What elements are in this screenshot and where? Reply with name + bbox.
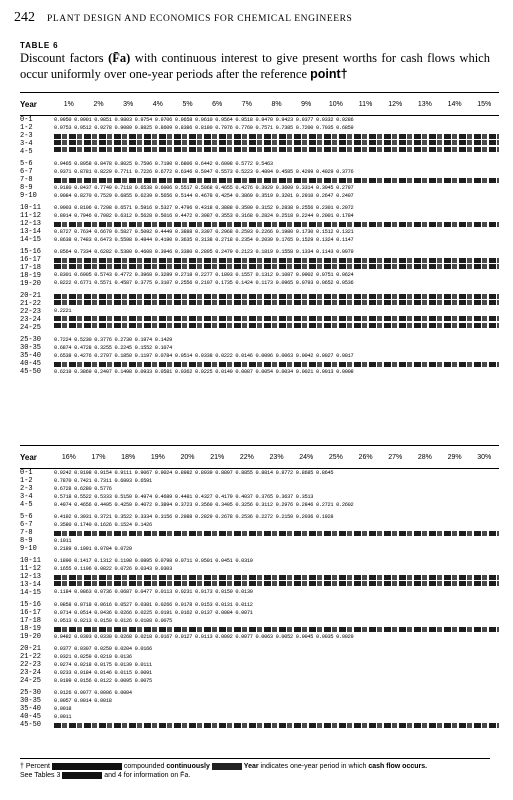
year-cell: 1-2 — [20, 124, 33, 132]
year-cell: 6-7 — [20, 168, 33, 176]
footnote-text: Year — [243, 763, 259, 770]
illegible-row — [54, 323, 499, 328]
table-row: 0.7224 0.5230 0.3776 0.2730 0.1974 0.1429 — [54, 337, 173, 343]
rate-column-header: 25% — [328, 453, 343, 461]
illegible-row — [54, 723, 499, 728]
table-row: 0.2189 0.1991 0.0784 0.0720 — [54, 546, 132, 552]
caption-text-2: with continuous interest to give present worths for cash flows which occur uniformly over one-year periods after the reference — [20, 51, 490, 81]
table-row: 0.3580 0.1740 0.1626 0.1524 0.1426 — [54, 522, 152, 528]
rate-column-header: 26% — [358, 453, 373, 461]
table-body — [20, 116, 499, 380]
table-row: 0.9242 0.9198 0.9154 0.9111 0.9067 0.9024 0.8982 0.8939 0.8897 0.8855 0.8814 0.8772 0.8685 0.8645 — [54, 470, 334, 476]
year-cell: 30-35 — [20, 697, 42, 705]
smudge — [52, 763, 122, 770]
table-row: 0.9084 0.8270 0.7529 0.6855 0.6239 0.5656 0.5144 0.4678 0.4254 0.3869 0.3519 0.3201 0.2910 0.2647 0.2407 — [54, 193, 354, 199]
rate-column-header: 6% — [212, 100, 223, 108]
year-cell: 23-24 — [20, 669, 42, 677]
year-cell: 20-21 — [20, 645, 42, 653]
values-column — [54, 204, 499, 244]
rate-column-header: 3% — [123, 100, 134, 108]
year-column — [20, 292, 54, 332]
year-column — [20, 601, 54, 641]
illegible-row — [54, 362, 499, 367]
rate-column-header: 2% — [93, 100, 104, 108]
values-column — [54, 160, 499, 200]
rate-column-header: 19% — [150, 453, 165, 461]
table-header-row — [20, 93, 499, 116]
year-cell: 23-24 — [20, 316, 42, 324]
illegible-row — [54, 264, 499, 269]
year-cell: 19-20 — [20, 633, 42, 641]
caption-symbol: (F̄a) — [108, 51, 131, 65]
table-row: 0.1890 0.1417 0.1312 0.1198 0.0895 0.0798 0.0711 0.0501 0.0451 0.0319 — [54, 558, 253, 564]
table-row: 0.5718 0.5522 0.5333 0.5150 0.4974 0.4689 0.4481 0.4327 0.4179 0.4037 0.3765 0.3637 0.3513 — [54, 494, 314, 500]
year-cell: 40-45 — [20, 713, 42, 721]
row-group — [20, 601, 499, 641]
footnote-text: 4 — [117, 772, 122, 779]
illegible-row — [54, 627, 499, 632]
footnote-line-2 — [20, 771, 490, 780]
table-row: 0.0513 0.0213 0.0150 0.0126 0.0108 0.0075 — [54, 618, 173, 624]
illegible-row — [54, 294, 499, 299]
footnote-text: indicates one-year period — [260, 763, 340, 770]
year-cell: 14-15 — [20, 236, 42, 244]
table-row: 0.9180 0.8437 0.7749 0.7118 0.6538 0.6006 0.5517 0.5068 0.4655 0.4276 0.3929 0.3609 0.3314 0.3045 0.2797 — [54, 185, 354, 191]
year-column — [20, 689, 54, 729]
row-group — [20, 645, 499, 685]
footnote-text: † Percent — [20, 763, 50, 770]
discount-table-bottom — [20, 445, 499, 733]
rate-column-header: 7% — [241, 100, 252, 108]
year-cell: 15-16 — [20, 248, 42, 256]
rate-column-header: 9% — [301, 100, 312, 108]
year-cell: 16-17 — [20, 609, 42, 617]
year-cell: 3-4 — [20, 140, 33, 148]
year-cell: 22-23 — [20, 661, 42, 669]
year-cell: 17-18 — [20, 617, 42, 625]
table-row: 0.0321 0.0259 0.0210 0.0136 — [54, 654, 132, 660]
illegible-row — [54, 178, 499, 183]
rate-column-header: 15% — [477, 100, 492, 108]
table-label: TABLE 6 — [20, 41, 59, 50]
rate-column-header: 24% — [299, 453, 314, 461]
smudge — [212, 763, 242, 770]
year-cell: 2-3 — [20, 485, 33, 493]
values-column — [54, 248, 499, 288]
table-row: 0.9465 0.8958 0.8478 0.8025 0.7596 0.7190 0.6806 0.6442 0.6098 0.5772 0.5463 — [54, 161, 273, 167]
row-group — [20, 336, 499, 376]
rate-column-header: 5% — [182, 100, 193, 108]
rate-column-header: 16% — [61, 453, 76, 461]
row-group — [20, 469, 499, 509]
year-cell: 0-1 — [20, 469, 33, 477]
year-cell: 25-30 — [20, 336, 42, 344]
rate-column-header: 18% — [121, 453, 136, 461]
table-row: 0.8914 0.7946 0.7082 0.6312 0.5628 0.5016 0.4472 0.3987 0.3553 0.3168 0.2824 0.2518 0.2244 0.2001 0.1784 — [54, 213, 354, 219]
table-row: 0.1655 0.1196 0.0822 0.0726 0.0343 0.0303 — [54, 566, 173, 572]
smudge — [62, 772, 102, 779]
year-cell: 21-22 — [20, 300, 42, 308]
table-row: 0.6538 0.4276 0.2797 0.1850 0.1197 0.0784 0.0514 0.0338 0.0222 0.0146 0.0096 0.0063 0.0042 0.0027 0.0017 — [54, 353, 354, 359]
footnote-text: continuously — [166, 763, 210, 770]
row-group — [20, 557, 499, 597]
year-cell: 15-16 — [20, 601, 42, 609]
year-column — [20, 160, 54, 200]
year-cell: 24-25 — [20, 324, 42, 332]
year-column — [20, 557, 54, 597]
illegible-row — [54, 222, 499, 227]
table-row: 0.2221 — [54, 307, 72, 314]
year-cell: 45-50 — [20, 721, 42, 729]
year-column-header: Year — [20, 452, 37, 462]
values-column — [54, 513, 499, 553]
table-row: 0.9950 0.9901 0.9851 0.9803 0.9754 0.9706 0.9658 0.9610 0.9564 0.9518 0.9470 0.9423 0.9377 0.9332 0.9286 — [54, 117, 354, 123]
row-group — [20, 116, 499, 156]
rate-column-header: 11% — [358, 100, 373, 108]
year-cell: 9-10 — [20, 192, 37, 200]
table-row: 0.0126 0.0077 0.0006 0.0004 — [54, 690, 132, 696]
table-row: 0.9003 0.8106 0.7298 0.6571 0.5916 0.5327 0.4796 0.4318 0.3888 0.3500 0.3152 0.2838 0.2556 0.2301 0.2072 — [54, 205, 354, 211]
illegible-row — [54, 300, 499, 305]
table-row: 0.0011 — [54, 714, 72, 720]
table-row: 0.0199 0.0156 0.0122 0.0095 0.0075 — [54, 678, 152, 684]
year-cell: 21-22 — [20, 653, 42, 661]
year-cell: 24-25 — [20, 677, 42, 685]
values-column — [54, 601, 499, 641]
rate-column-header: 1% — [63, 100, 74, 108]
year-cell: 11-12 — [20, 565, 42, 573]
table-body — [20, 469, 499, 733]
year-cell: 2-3 — [20, 132, 33, 140]
table-row: 0.6728 0.6280 0.5776 — [54, 486, 112, 492]
year-column — [20, 116, 54, 156]
rate-column-header: 28% — [417, 453, 432, 461]
year-cell: 12-13 — [20, 573, 42, 581]
year-cell: 8-9 — [20, 537, 33, 545]
row-group — [20, 513, 499, 553]
rate-column-header: 21% — [210, 453, 225, 461]
rate-column-header: 20% — [180, 453, 195, 461]
table-row: 0.9753 0.9512 0.9278 0.9089 0.8825 0.8609 0.8386 0.8180 0.7976 0.7760 0.7571 0.7385 0.7200 0.7035 0.6859 — [54, 125, 354, 131]
table-row: 0.0274 0.0218 0.0175 0.0139 0.0111 — [54, 662, 152, 668]
values-column — [54, 292, 499, 332]
year-column — [20, 469, 54, 509]
footnote-text: for information on F̄a. — [123, 772, 191, 779]
year-cell: 4-5 — [20, 148, 33, 156]
table-row: 0.4192 0.3931 0.3721 0.3522 0.3334 0.3156 0.2988 0.2829 0.2678 0.2536 0.2272 0.2150 0.2036 0.1928 — [54, 514, 334, 520]
rate-column-header: 29% — [447, 453, 462, 461]
footnote — [20, 758, 490, 780]
illegible-row — [54, 134, 499, 139]
illegible-row — [54, 531, 499, 536]
year-column — [20, 513, 54, 553]
page-number: 242 — [14, 10, 35, 25]
rate-column-header: 13% — [417, 100, 432, 108]
caption-end: point† — [310, 66, 348, 81]
year-cell: 35-40 — [20, 705, 42, 713]
table-row: 0.6219 0.3869 0.2407 0.1498 0.0933 0.0581 0.0362 0.0225 0.0140 0.0087 0.0054 0.0034 0.0021 0.0013 0.0008 — [54, 369, 354, 375]
footnote-text: cash flow occurs. — [368, 763, 428, 770]
table-row: 0.0377 0.0307 0.0250 0.0204 0.0166 — [54, 646, 152, 652]
discount-table-top — [20, 92, 499, 380]
year-cell: 7-8 — [20, 529, 33, 537]
year-cell: 10-11 — [20, 204, 42, 212]
illegible-row — [54, 581, 499, 586]
year-cell: 3-4 — [20, 493, 33, 501]
rate-column-header: 14% — [447, 100, 462, 108]
illegible-row — [54, 140, 499, 145]
values-column — [54, 645, 499, 685]
year-cell: 35-40 — [20, 352, 42, 360]
running-head — [14, 8, 504, 24]
row-group — [20, 160, 499, 200]
year-cell: 40-45 — [20, 360, 42, 368]
year-column-header: Year — [20, 99, 37, 109]
year-cell: 11-12 — [20, 212, 42, 220]
year-column — [20, 204, 54, 244]
year-cell: 19-20 — [20, 280, 42, 288]
group-gap — [20, 729, 499, 733]
group-gap — [20, 376, 499, 380]
row-group — [20, 292, 499, 332]
table-caption — [20, 51, 490, 82]
table-row: 0.0714 0.0514 0.0436 0.0266 0.0225 0.0191 0.0162 0.0137 0.0084 0.0071 — [54, 610, 253, 616]
table-row: 0.0018 — [54, 706, 72, 712]
year-cell: 25-30 — [20, 689, 42, 697]
year-column — [20, 336, 54, 376]
year-cell: 13-14 — [20, 228, 42, 236]
table-row: 0.8564 0.7334 0.6282 0.5380 0.4608 0.3946 0.3380 0.2895 0.2479 0.2123 0.1819 0.1558 0.1334 0.1143 0.0979 — [54, 249, 354, 255]
rate-column-header: 10% — [328, 100, 343, 108]
year-cell: 5-6 — [20, 160, 33, 168]
caption-text-1: Discount factors — [20, 51, 109, 65]
year-cell: 16-17 — [20, 256, 42, 264]
table-row: 0.6874 0.4728 0.3255 0.2245 0.1552 0.1074 — [54, 345, 173, 351]
values-column — [54, 336, 499, 376]
table-row: 0.8727 0.7634 0.6670 0.5827 0.5092 0.4449 0.3888 0.3397 0.2968 0.2593 0.2266 0.1980 0.1730 0.1512 0.1321 — [54, 229, 354, 235]
table-row: 0.0858 0.0718 0.0616 0.0527 0.0381 0.0266 0.0178 0.0153 0.0131 0.0112 — [54, 602, 253, 608]
year-cell: 0-1 — [20, 116, 33, 124]
footnote-line-1 — [20, 762, 490, 771]
table-row: 0.1184 0.0863 0.0736 0.0687 0.0477 0.0113 0.0231 0.0173 0.0150 0.0130 — [54, 588, 253, 595]
illegible-row — [54, 147, 499, 152]
table-row: 0.0233 0.0184 0.0146 0.0115 0.0091 — [54, 670, 152, 676]
rate-column-header: 27% — [388, 453, 403, 461]
row-group — [20, 204, 499, 244]
year-cell: 18-19 — [20, 272, 42, 280]
year-cell: 10-11 — [20, 557, 42, 565]
table-row: 0.8222 0.6771 0.5571 0.4587 0.3775 0.3107 0.2556 0.2107 0.1735 0.1424 0.1173 0.0965 0.0793 0.0652 0.0536 — [54, 279, 354, 286]
rate-column-header: 4% — [152, 100, 163, 108]
illegible-row — [54, 258, 499, 263]
year-cell: 7-8 — [20, 176, 33, 184]
year-cell: 22-23 — [20, 308, 42, 316]
values-column — [54, 116, 499, 156]
table-row: 0.7870 0.7421 0.7311 0.6893 0.6591 — [54, 478, 152, 484]
year-cell: 12-13 — [20, 220, 42, 228]
year-column — [20, 645, 54, 685]
footnote-text: compounded — [123, 763, 165, 770]
footnote-text: and — [104, 772, 116, 779]
table-row: 0.4974 0.4656 0.4495 0.4259 0.4072 0.3894 0.3723 0.3560 0.3405 0.3256 0.3112 0.2976 0.2846 0.2721 0.2602 — [54, 502, 354, 508]
rate-column-header: 17% — [91, 453, 106, 461]
year-cell: 17-18 — [20, 264, 42, 272]
year-column — [20, 248, 54, 288]
footnote-text: in which — [341, 763, 367, 770]
year-cell: 13-14 — [20, 581, 42, 589]
illegible-row — [54, 316, 499, 321]
row-group — [20, 248, 499, 288]
rate-column-header: 30% — [477, 453, 492, 461]
year-cell: 1-2 — [20, 477, 33, 485]
year-cell: 5-6 — [20, 513, 33, 521]
table-row: 0.8301 0.6905 0.5743 0.4772 0.3968 0.3289 0.2718 0.2277 0.1893 0.1557 0.1312 0.1087 0.0902 0.0751 0.0624 — [54, 271, 354, 278]
year-cell: 20-21 — [20, 292, 42, 300]
illegible-row — [54, 575, 499, 580]
footnote-text: See Tables 3 — [20, 772, 61, 779]
rate-column-header: 12% — [388, 100, 403, 108]
table-row: 0.9371 0.8781 0.8229 0.7711 0.7226 0.6772 0.6346 0.5947 0.5573 0.5223 0.4894 0.4585 0.4299 0.4029 0.3776 — [54, 169, 354, 175]
table-row: 0.0057 0.0014 0.0018 — [54, 698, 112, 704]
row-group — [20, 689, 499, 729]
table-row: 0.8638 0.7483 0.6473 0.5598 0.4844 0.4190 0.3635 0.3138 0.2718 0.2354 0.2039 0.1765 0.1529 0.1324 0.1147 — [54, 237, 354, 243]
year-cell: 4-5 — [20, 501, 33, 509]
table-row: 0.0482 0.0393 0.0330 0.0268 0.0218 0.0167 0.0127 0.0113 0.0092 0.0077 0.0063 0.0052 0.0045 0.0035 0.0029 — [54, 634, 354, 640]
year-cell: 14-15 — [20, 589, 42, 597]
values-column — [54, 469, 499, 509]
table-row: 0.1011 — [54, 538, 72, 544]
values-column — [54, 557, 499, 597]
year-cell: 8-9 — [20, 184, 33, 192]
table-header-row — [20, 446, 499, 469]
year-cell: 30-35 — [20, 344, 42, 352]
year-cell: 6-7 — [20, 521, 33, 529]
rate-column-header: 22% — [239, 453, 254, 461]
year-cell: 9-10 — [20, 545, 37, 553]
rate-column-header: 8% — [271, 100, 282, 108]
year-cell: 18-19 — [20, 625, 42, 633]
rate-column-header: 23% — [269, 453, 284, 461]
values-column — [54, 689, 499, 729]
running-title: PLANT DESIGN AND ECONOMICS FOR CHEMICAL ENGINEERS — [47, 14, 353, 24]
year-cell: 45-50 — [20, 368, 42, 376]
